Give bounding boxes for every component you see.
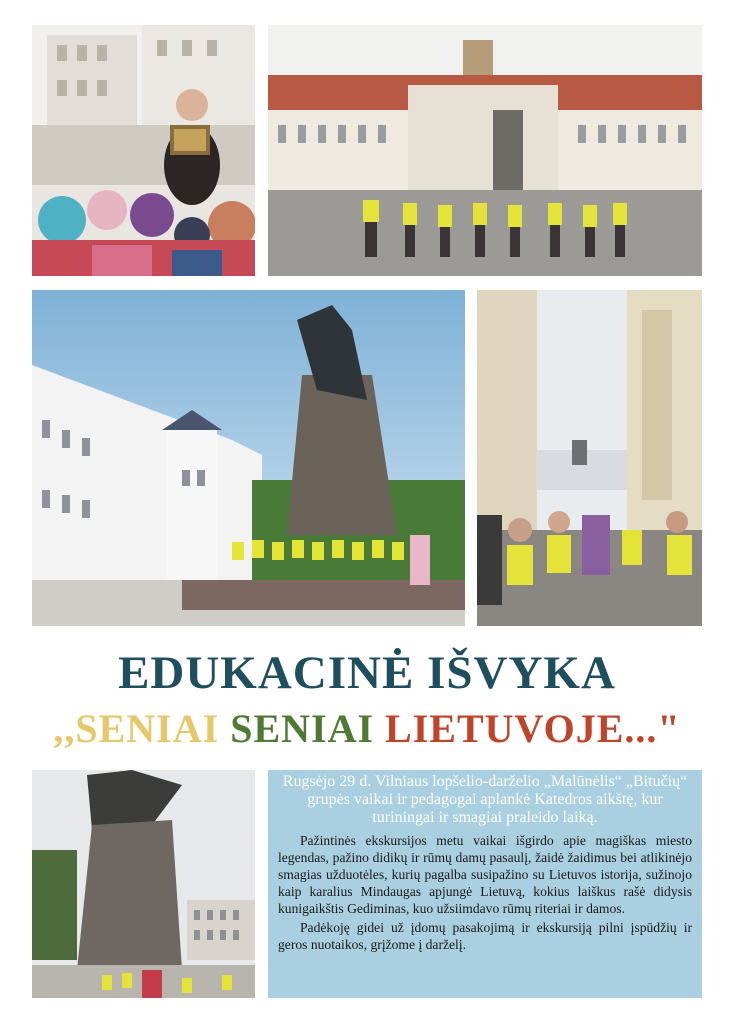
page-subtitle [0, 705, 734, 752]
subtitle-word-seniai-2: SENIAI [230, 706, 375, 751]
page-title: EDUKACINĖ IŠVYKA [118, 647, 616, 699]
article-paragraph-2: Padėkoję gidei už įdomų pasakojimą ir ekskursiją pilni įspūdžių ir geros nuotaikos, grįžome į darželį. [278, 920, 692, 952]
article-text-panel [268, 770, 702, 998]
photo-guide-with-children [32, 25, 255, 276]
photo-group-palace-square [268, 25, 702, 276]
subtitle-word-lietuvoje: LIETUVOJE..." [385, 706, 681, 751]
photo-monument-group [32, 290, 465, 626]
article-paragraph-1: Pažintinės ekskursijos metu vaikai išgirdo apie magiškas miesto legendas, pažino didikų ir rūmų damų pasaulį, žaidė žaidimus bei atlikinėjo smagias užduotėles, kurių pagalba susipažino su Lietuvos istorija, sužinojo kaip karalius Mindaugas apjungė Lietuvą, kokius laiškus rašė didysis kunigaikštis Gediminas, kuo užsiimdavo rūmų riteriai ir damos. [278, 833, 692, 916]
photo-street-children [477, 290, 702, 626]
subtitle-word-seniai-1: SENIAI [75, 706, 220, 751]
photo-monument-low-angle [32, 770, 255, 998]
subtitle-open-quote: ,, [53, 706, 76, 751]
article-intro: Rugsėjo 29 d. Vilniaus lopšelio-darželio „Malūnėlis“ „Bitučių“ grupės vaikai ir pedagogai aplankė Katedros aikštę, kur turiningai ir smagiai praleido laiką. [282, 773, 688, 826]
